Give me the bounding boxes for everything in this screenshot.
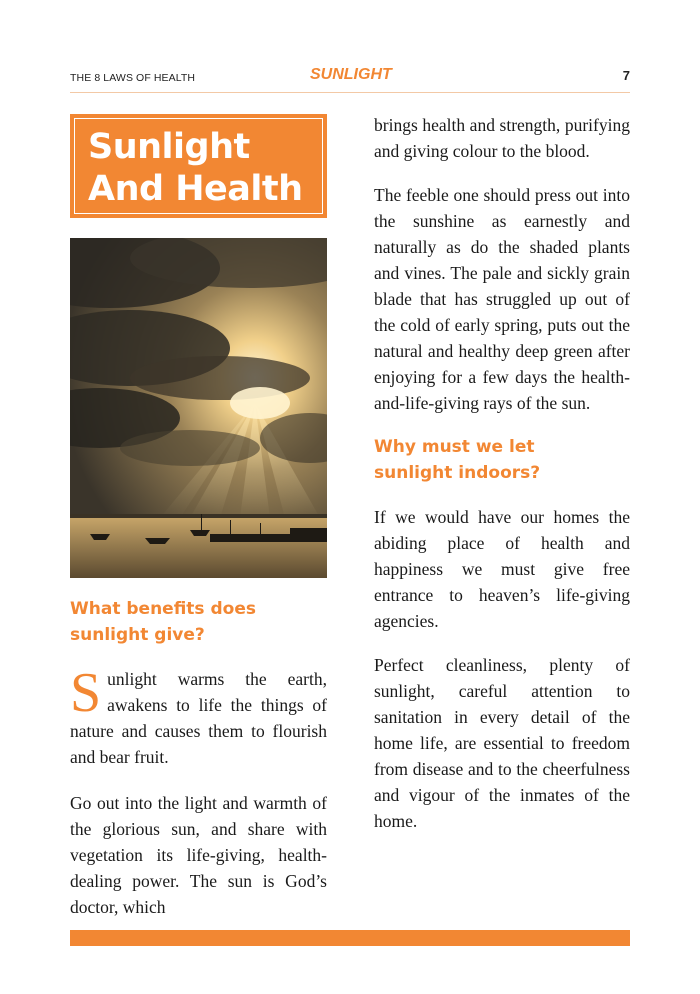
section-heading-indoors (374, 434, 630, 486)
paragraph: If we would have our homes the abiding place of health and happiness we must give free entrance to heaven’s life-giving agencies. (374, 507, 630, 631)
book-title: THE 8 LAWS OF HEALTH (70, 72, 196, 84)
page-title-line2: And Health (88, 169, 303, 209)
heading-line2: sunlight give? (70, 625, 205, 645)
left-column (70, 596, 327, 920)
paragraph: Perfect cleanliness, plenty of sunlight, careful attention to sanitation in every detail of the home life, are essential to freedom from disease and to the cheerfulness and vigour of the inmates of the home. (374, 655, 630, 831)
heading-line1: Why must we let (374, 437, 535, 457)
page-number: 7 (622, 68, 630, 83)
paragraph: brings health and strength, purifying and giving colour to the blood. (374, 115, 630, 161)
drop-cap: S (70, 662, 102, 724)
paragraph: The feeble one should press out into the sunshine as earnestly and naturally as do the shaded plants and vines. The pale and sickly grain blade that has struggled up out of the cold of early spring, puts out the natural and healthy deep green after enjoying for a few days the health-and-life-giving rays of the sun. (374, 185, 630, 413)
paragraph (70, 662, 327, 770)
chapter-title: SUNLIGHT (310, 66, 392, 83)
right-column (374, 112, 630, 834)
heading-line2: sunlight indoors? (374, 463, 541, 483)
paragraph-text: unlight warms the earth, awakens to life the things of nature and causes them to flourish and bear fruit. (70, 669, 327, 767)
page-title (88, 126, 303, 210)
title-box (70, 114, 327, 218)
footer-bar (70, 930, 630, 946)
paragraph: Go out into the light and warmth of the glorious sun, and share with vegetation its life-giving, health-dealing power. The sun is God’s doctor, which (70, 793, 327, 917)
sunset-photo (70, 238, 327, 578)
page-title-line1: Sunlight (88, 127, 250, 167)
page-header (70, 66, 630, 93)
section-heading-benefits (70, 596, 327, 648)
heading-line1: What benefits does (70, 599, 256, 619)
